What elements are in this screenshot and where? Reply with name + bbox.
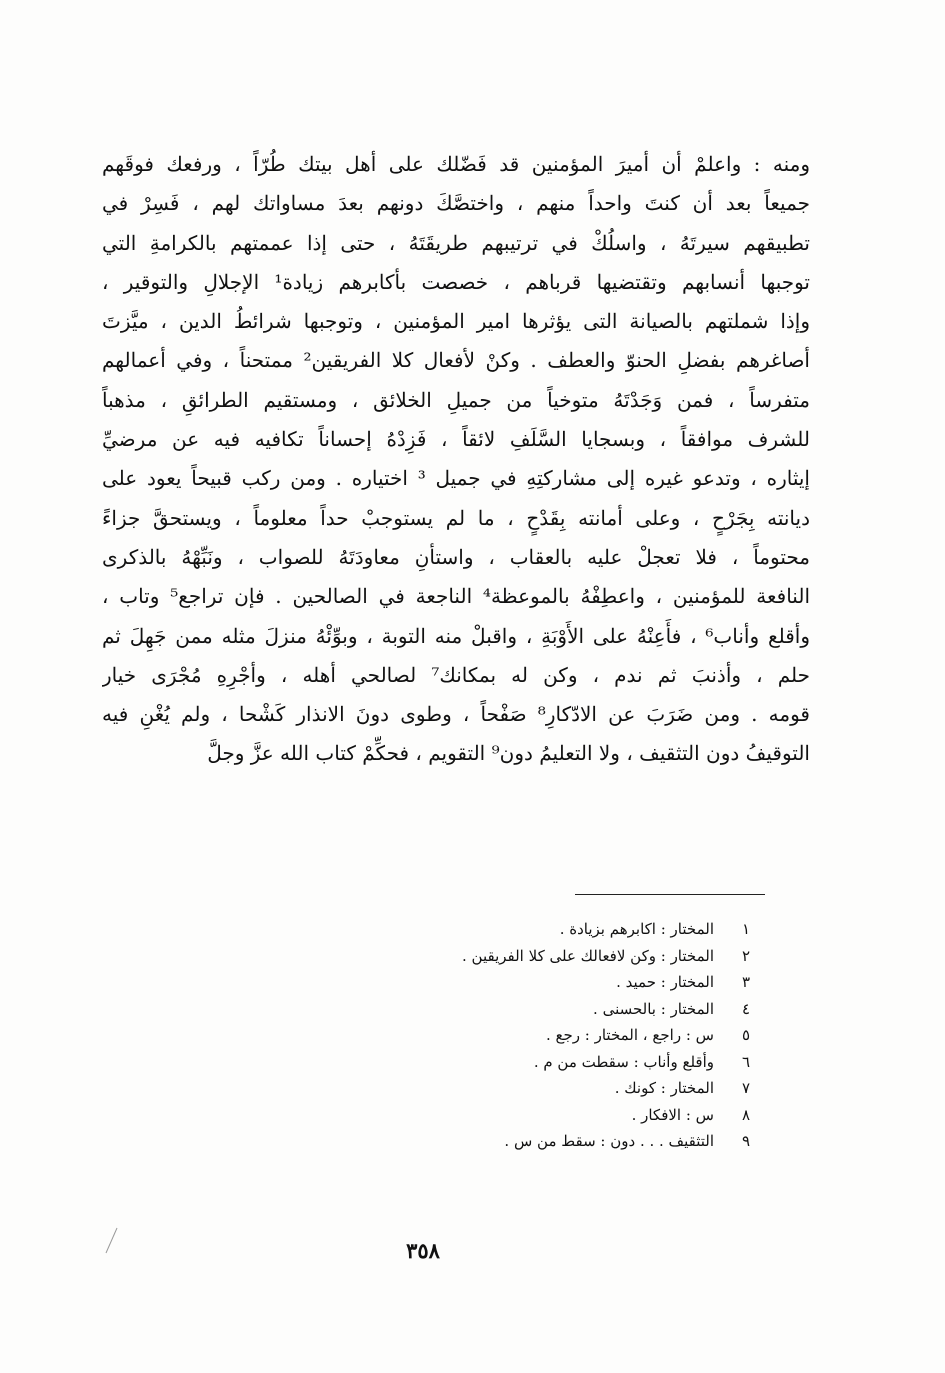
page-number: ٣٥٨ bbox=[406, 1238, 440, 1263]
footnote-text: المختار : حميد . bbox=[616, 973, 714, 991]
text-line-15: قومه . ومن ضَرَبَ عن الادّكارِ⁸ صَفْحاً ، وطوى دونَ الانذار كَشْحا ، ولم يُغْنِ فيه bbox=[102, 702, 810, 727]
footnote-number: ٤ bbox=[741, 999, 750, 1018]
text-line-4: توجبها أنسابهم وتقتضيها قرباهم ، خصصت بأكابرهم زيادة¹ الإجلالِ والتوقير ، bbox=[102, 269, 810, 294]
footnote-item bbox=[320, 1128, 750, 1155]
text-line-12: النافعة للمؤمنين ، واعطِفْهُ بالموعظة⁴ الناجعة في الصالحين . فإن تراجع⁵ وتاب ، bbox=[102, 584, 810, 609]
text-line-1: ومنه : واعلمْ أن أميرَ المؤمنين قد فَضّلك على أهل بيتك طُرّاً ، ورفعك فوقَهم bbox=[102, 152, 810, 176]
footnote-separator bbox=[575, 894, 765, 895]
text-line-5: وإذا شملتهم بالصيانة التى يؤثرها امير المؤمنين ، وتوجبها شرائطُ الدين ، ميَّزتَ bbox=[102, 309, 810, 334]
footnote-text: المختار : وكن لافعالك على كلا الفريقين . bbox=[462, 946, 714, 965]
footnote-text: وأقلع وأناب : سقطت من م . bbox=[533, 1052, 714, 1071]
text-line-9: إيثاره ، وتدعو غيره إلى مشاركتِهِ في جميل ³ اختياره . ومن ركب قبيحاً يعود على bbox=[102, 466, 810, 491]
footnote-item bbox=[320, 1049, 750, 1076]
text-line-2: جميعاً بعد أن كنتَ واحداً منهم ، واختصَّكَ دونهم بعدَ مساواتك لهم ، فَسِرْ في bbox=[102, 191, 810, 216]
footnote-item bbox=[320, 1075, 750, 1102]
footnotes-list bbox=[320, 916, 750, 1155]
footnote-number: ٨ bbox=[741, 1105, 750, 1124]
text-line-13: وأقلع وأناب⁶ ، فأَعِنْهُ على الأَوْبَةِ ، واقبلْ منه التوبة ، وبوِّئْهُ منزلَ مثله ممن جَهِلَ ثم bbox=[102, 623, 810, 648]
text-line-3: تطبيقهم سيرتَهُ ، واسلُكْ في ترتيبهم طريقَتَهُ ، حتى إذا عممتهم بالكرامةِ التي bbox=[102, 230, 810, 255]
text-line-7: متفرساً ، فمن وَجَدْتَهُ متوخياً من جميلِ الخلائق ، ومستقيم الطرائقِ ، مذهباً bbox=[102, 387, 810, 412]
footnote-number: ٢ bbox=[741, 946, 750, 965]
footnote-text: المختار : كونك . bbox=[614, 1079, 714, 1097]
text-line-16: التوقيفُ دون التثقيف ، ولا التعليمُ دون⁹ التقويم ، فحكِّمْ كتاب الله عزَّ وجلَّ bbox=[207, 741, 810, 766]
footnote-number: ٧ bbox=[741, 1079, 750, 1097]
footnote-text: المختار : بالحسنى . bbox=[593, 999, 714, 1018]
footnote-number: ٥ bbox=[741, 1026, 750, 1044]
footnote-item bbox=[320, 916, 750, 943]
footnote-number: ٩ bbox=[741, 1132, 750, 1150]
footnote-item bbox=[320, 1022, 750, 1049]
text-line-8: للشرف موافقاً ، وبسجايا السَّلَفِ لائقاً ، فَزِدْهُ إحساناً تكافيه فيه عن مرضيِّ bbox=[102, 427, 810, 452]
footnote-number: ٦ bbox=[741, 1052, 750, 1071]
footnote-item bbox=[320, 969, 750, 996]
footnote-item bbox=[320, 1102, 750, 1129]
pencil-mark bbox=[101, 1226, 121, 1256]
footnote-item bbox=[320, 996, 750, 1023]
footnote-number: ١ bbox=[741, 920, 750, 938]
text-line-6: أصاغرهم بفضلِ الحنوّ والعطف . وكنْ لأفعال كلا الفريقين² ممتحناً ، وفي أعمالهم bbox=[102, 348, 810, 373]
text-line-10: ديانته بِجَرْحٍ ، وعلى أمانته بِقَدْحٍ ، ما لم يستوجبْ حداً معلوماً ، ويستحقَّ جزاءً bbox=[102, 505, 810, 530]
footnote-number: ٣ bbox=[741, 973, 750, 991]
text-line-14: حلم ، وأذنبَ ثم ندم ، وكن له بمكانك⁷ لصالحي أهله ، وأجْرِهِ مُجْرَى خيار bbox=[102, 662, 810, 687]
main-text-block bbox=[102, 145, 810, 774]
footnote-text: س : راجع ، المختار : رجع . bbox=[545, 1026, 714, 1044]
footnote-text: المختار : اكابرهم بزيادة . bbox=[559, 920, 714, 938]
footnote-text: التثقيف . . . دون : سقط من س . bbox=[504, 1132, 714, 1150]
text-line-11: محتوماً ، فلا تعجلْ عليه بالعقاب ، واستأنِ معاودَتَهُ للصواب ، ونَبِّهْهُ بالذكرى bbox=[102, 544, 810, 569]
footnote-item bbox=[320, 943, 750, 970]
footnote-text: س : الافكار . bbox=[631, 1105, 714, 1124]
